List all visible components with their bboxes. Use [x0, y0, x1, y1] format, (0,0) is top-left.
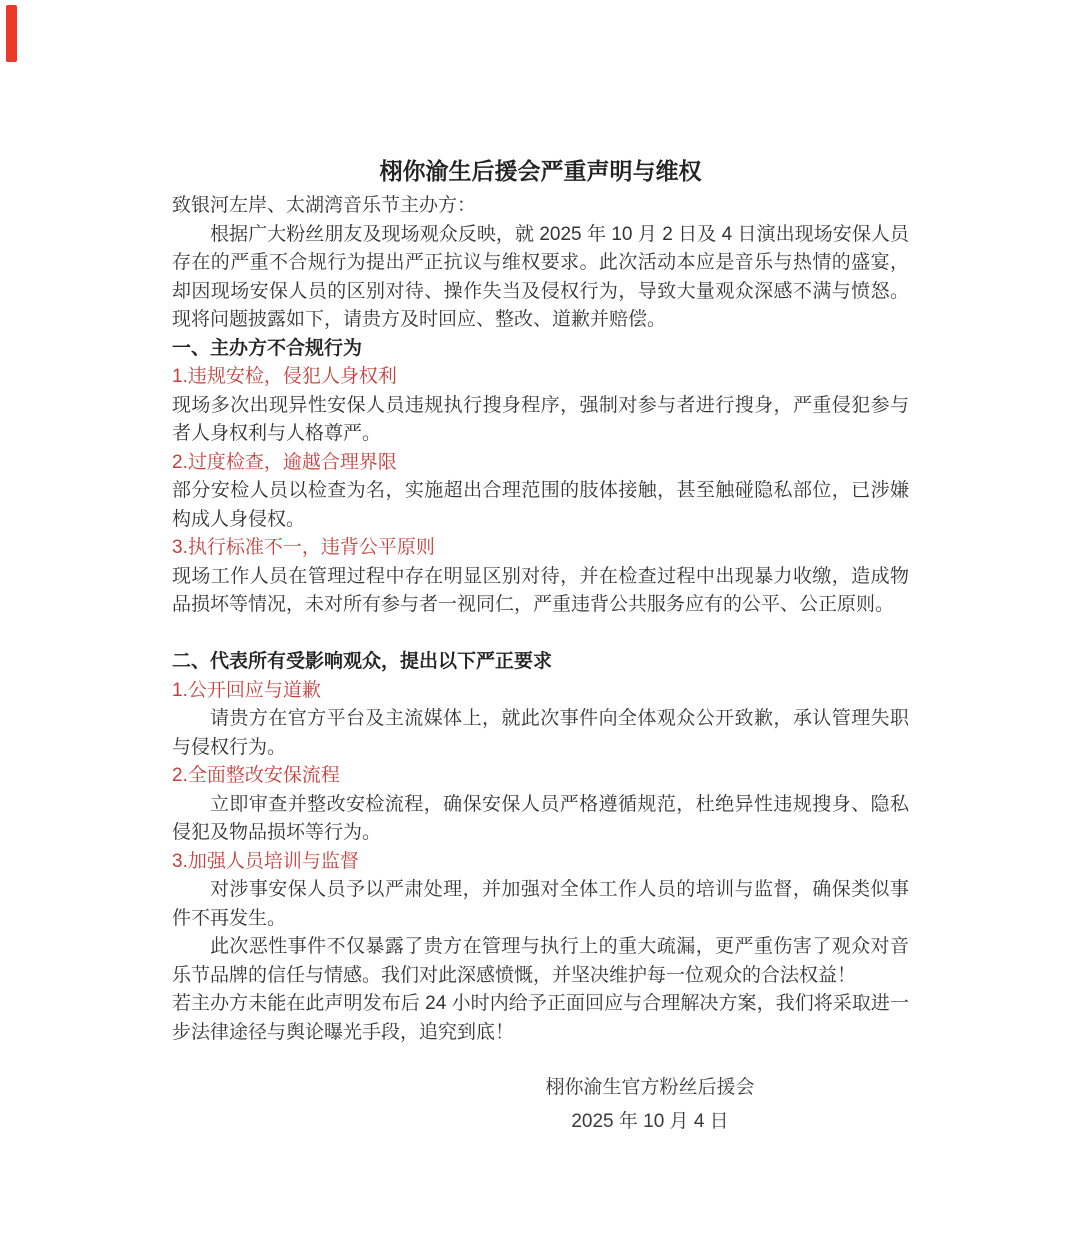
intro-paragraph: 根据广大粉丝朋友及现场观众反映，就 2025 年 10 月 2 日及 4 日演出现场安保人员存在的严重不合规行为提出严正抗议与维权要求。此次活动本应是音乐与热情的盛宴，却因现场安保人员的区别对待、操作失当及侵权行为，导致大量观众深感不满与愤怒。现将问题披露如下，请贵方及时回应、整改、道歉并赔偿。	[172, 223, 909, 331]
section-2-item-3-subheading: 3.加强人员培训与监督	[172, 850, 359, 872]
closing-paragraph-2: 若主办方未能在此声明发布后 24 小时内给予正面回应与合理解决方案，我们将采取进一步法律途径与舆论曝光手段，追究到底！	[172, 993, 909, 1043]
closing-paragraph-1: 此次恶性事件不仅暴露了贵方在管理与执行上的重大疏漏，更严重伤害了观众对音乐节品牌的信任与情感。我们对此深感愤慨，并坚决维护每一位观众的合法权益！	[172, 936, 909, 986]
section-2-item-2-subheading: 2.全面整改安保流程	[172, 765, 340, 787]
document-title: 栩你渝生后援会严重声明与维权	[379, 158, 702, 185]
signature-block	[534, 1071, 766, 1139]
section-1-heading: 一、主办方不合规行为	[172, 337, 363, 359]
section-1-item-2-body: 部分安检人员以检查为名，实施超出合理范围的肢体接触，甚至触碰隐私部位，已涉嫌构成人身侵权。	[172, 480, 909, 530]
red-corner-marker	[6, 5, 17, 62]
salutation: 致银河左岸、太湖湾音乐节主办方：	[172, 195, 477, 217]
section-2-item-1-subheading: 1.公开回应与道歉	[172, 679, 321, 701]
signature-date: 2025 年 10 月 4 日	[571, 1111, 729, 1133]
section-1-item-3-body: 现场工作人员在管理过程中存在明显区别对待，并在检查过程中出现暴力收缴，造成物品损坏等情况，未对所有参与者一视同仁，严重违背公共服务应有的公平、公正原则。	[172, 565, 909, 616]
section-1-item-1-body: 现场多次出现异性安保人员违规执行搜身程序，强制对参与者进行搜身，严重侵犯参与者人身权利与人格尊严。	[172, 394, 909, 445]
statement-document	[172, 0, 909, 1139]
signature-name: 栩你渝生官方粉丝后援会	[545, 1077, 755, 1099]
section-2-item-3-body: 对涉事安保人员予以严肃处理，并加强对全体工作人员的培训与监督，确保类似事件不再发生。	[172, 879, 909, 929]
section-2-item-1-body: 请贵方在官方平台及主流媒体上，就此次事件向全体观众公开致歉，承认管理失职与侵权行为。	[172, 708, 909, 758]
section-1-item-1-subheading: 1.违规安检，侵犯人身权利	[172, 366, 397, 388]
section-1-item-2-subheading: 2.过度检查，逾越合理界限	[172, 451, 397, 473]
section-2-heading: 二、代表所有受影响观众，提出以下严正要求	[172, 651, 553, 673]
section-2-item-2-body: 立即审查并整改安检流程，确保安保人员严格遵循规范，杜绝异性违规搜身、隐私侵犯及物品损坏等行为。	[172, 793, 909, 844]
section-1-item-3-subheading: 3.执行标准不一，违背公平原则	[172, 537, 435, 559]
